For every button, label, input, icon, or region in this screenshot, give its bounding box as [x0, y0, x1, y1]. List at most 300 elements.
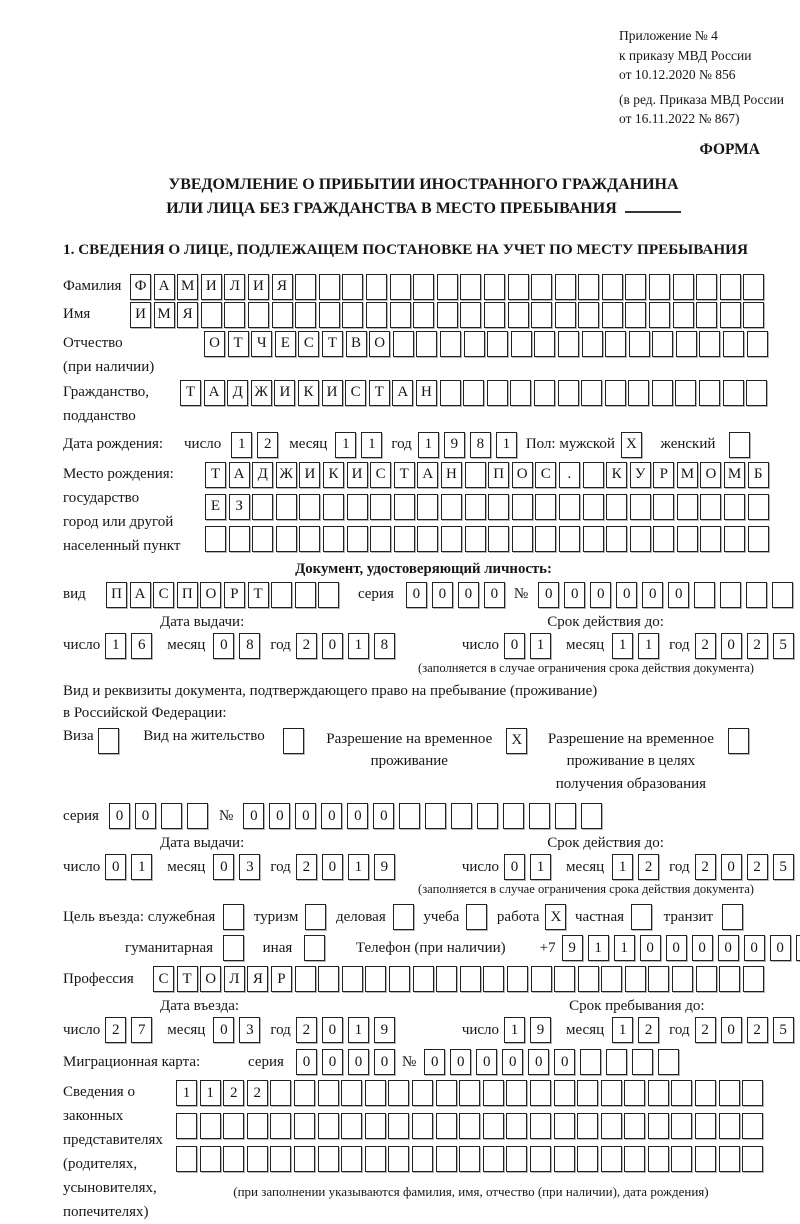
char-box[interactable] — [606, 526, 627, 552]
char-box[interactable] — [672, 966, 693, 992]
char-box[interactable] — [724, 526, 745, 552]
char-box[interactable] — [342, 274, 363, 300]
char-box[interactable] — [511, 331, 532, 357]
char-box[interactable] — [742, 1113, 763, 1139]
char-box[interactable] — [531, 302, 552, 328]
char-box[interactable] — [413, 274, 434, 300]
char-box[interactable] — [342, 966, 363, 992]
char-box[interactable] — [723, 380, 744, 406]
char-box[interactable] — [699, 331, 720, 357]
char-box[interactable] — [602, 274, 623, 300]
char-box[interactable] — [559, 494, 580, 520]
char-box[interactable]: 0 — [373, 803, 394, 829]
char-box[interactable]: Т — [205, 462, 226, 488]
char-box[interactable]: О — [200, 966, 221, 992]
residence-issue-month-boxes[interactable] — [213, 854, 265, 880]
char-box[interactable] — [341, 1113, 362, 1139]
char-box[interactable] — [652, 380, 673, 406]
char-box[interactable]: К — [323, 462, 344, 488]
char-box[interactable] — [673, 274, 694, 300]
char-box[interactable] — [389, 966, 410, 992]
legal-row3-boxes[interactable] — [176, 1146, 766, 1172]
purpose-study-checkbox[interactable] — [466, 904, 490, 930]
char-box[interactable] — [388, 1080, 409, 1106]
char-box[interactable]: 3 — [239, 1017, 260, 1043]
char-box[interactable]: 0 — [105, 854, 126, 880]
profession-boxes[interactable] — [153, 966, 766, 992]
char-box[interactable]: 0 — [538, 582, 559, 608]
char-box[interactable]: О — [200, 582, 221, 608]
char-box[interactable] — [318, 1080, 339, 1106]
char-box[interactable]: А — [154, 274, 175, 300]
char-box[interactable] — [488, 494, 509, 520]
char-box[interactable] — [248, 302, 269, 328]
char-box[interactable]: 7 — [131, 1017, 152, 1043]
residence-number-boxes[interactable] — [243, 803, 607, 829]
char-box[interactable]: Е — [205, 494, 226, 520]
char-box[interactable] — [223, 1146, 244, 1172]
char-box[interactable] — [318, 1113, 339, 1139]
char-box[interactable] — [535, 494, 556, 520]
char-box[interactable]: 1 — [530, 633, 551, 659]
char-box[interactable] — [772, 582, 793, 608]
char-box[interactable]: Я — [272, 274, 293, 300]
doc-type-boxes[interactable] — [106, 582, 342, 608]
char-box[interactable]: К — [298, 380, 319, 406]
char-box[interactable] — [295, 966, 316, 992]
char-box[interactable] — [366, 302, 387, 328]
char-box[interactable]: 0 — [109, 803, 130, 829]
char-box[interactable]: 2 — [296, 633, 317, 659]
char-box[interactable]: Б — [748, 462, 769, 488]
char-box[interactable] — [648, 966, 669, 992]
char-box[interactable] — [625, 274, 646, 300]
char-box[interactable]: Л — [224, 274, 245, 300]
char-box[interactable]: 0 — [564, 582, 585, 608]
char-box[interactable]: 0 — [502, 1049, 523, 1075]
char-box[interactable]: 0 — [668, 582, 689, 608]
char-box[interactable] — [583, 462, 604, 488]
citizenship-boxes[interactable] — [180, 380, 770, 406]
char-box[interactable] — [601, 966, 622, 992]
char-box[interactable] — [658, 1049, 679, 1075]
stay-month-boxes[interactable] — [612, 1017, 664, 1043]
char-box[interactable] — [529, 803, 550, 829]
char-box[interactable] — [508, 274, 529, 300]
char-box[interactable] — [460, 274, 481, 300]
char-box[interactable] — [747, 331, 768, 357]
char-box[interactable] — [270, 1080, 291, 1106]
char-box[interactable]: 0 — [616, 582, 637, 608]
entry-year-boxes[interactable] — [296, 1017, 400, 1043]
char-box[interactable]: 0 — [718, 935, 739, 961]
char-box[interactable] — [555, 274, 576, 300]
char-box[interactable] — [530, 1080, 551, 1106]
char-box[interactable]: X — [621, 432, 642, 458]
char-box[interactable] — [695, 1146, 716, 1172]
visa-checkbox[interactable] — [98, 728, 122, 754]
char-box[interactable] — [436, 1146, 457, 1172]
char-box[interactable] — [605, 380, 626, 406]
char-box[interactable]: 5 — [773, 1017, 794, 1043]
passport-valid-year-boxes[interactable] — [695, 633, 799, 659]
char-box[interactable] — [534, 380, 555, 406]
char-box[interactable]: Д — [227, 380, 248, 406]
char-box[interactable] — [223, 935, 244, 961]
char-box[interactable]: 1 — [614, 935, 635, 961]
char-box[interactable]: 0 — [296, 1049, 317, 1075]
char-box[interactable] — [318, 582, 339, 608]
char-box[interactable] — [648, 1113, 669, 1139]
char-box[interactable] — [440, 380, 461, 406]
char-box[interactable]: С — [153, 582, 174, 608]
char-box[interactable] — [412, 1113, 433, 1139]
char-box[interactable] — [719, 1113, 740, 1139]
passport-issue-month-boxes[interactable] — [213, 633, 265, 659]
char-box[interactable] — [699, 380, 720, 406]
char-box[interactable]: 0 — [450, 1049, 471, 1075]
migration-number-boxes[interactable] — [424, 1049, 684, 1075]
char-box[interactable]: М — [154, 302, 175, 328]
char-box[interactable] — [630, 526, 651, 552]
char-box[interactable] — [630, 494, 651, 520]
char-box[interactable]: 1 — [348, 1017, 369, 1043]
passport-valid-month-boxes[interactable] — [612, 633, 664, 659]
char-box[interactable]: А — [204, 380, 225, 406]
char-box[interactable] — [417, 526, 438, 552]
stay-day-boxes[interactable] — [504, 1017, 556, 1043]
char-box[interactable]: 1 — [612, 854, 633, 880]
char-box[interactable] — [347, 494, 368, 520]
char-box[interactable] — [508, 302, 529, 328]
passport-issue-day-boxes[interactable] — [105, 633, 157, 659]
char-box[interactable]: 0 — [721, 633, 742, 659]
char-box[interactable] — [425, 803, 446, 829]
char-box[interactable]: 2 — [747, 633, 768, 659]
char-box[interactable] — [648, 1080, 669, 1106]
char-box[interactable] — [341, 1080, 362, 1106]
char-box[interactable]: Т — [228, 331, 249, 357]
char-box[interactable]: Я — [177, 302, 198, 328]
char-box[interactable] — [554, 1146, 575, 1172]
char-box[interactable] — [487, 331, 508, 357]
char-box[interactable] — [531, 966, 552, 992]
purpose-business-checkbox[interactable] — [393, 904, 417, 930]
char-box[interactable] — [558, 331, 579, 357]
char-box[interactable] — [695, 1113, 716, 1139]
char-box[interactable] — [671, 1146, 692, 1172]
sex-male-checkbox[interactable] — [621, 432, 645, 458]
char-box[interactable]: Л — [224, 966, 245, 992]
char-box[interactable] — [743, 302, 764, 328]
char-box[interactable]: Т — [177, 966, 198, 992]
char-box[interactable] — [632, 1049, 653, 1075]
char-box[interactable] — [554, 1080, 575, 1106]
char-box[interactable] — [247, 1113, 268, 1139]
stay-year-boxes[interactable] — [695, 1017, 799, 1043]
char-box[interactable] — [601, 1146, 622, 1172]
char-box[interactable]: 0 — [504, 633, 525, 659]
char-box[interactable] — [512, 526, 533, 552]
char-box[interactable]: 9 — [444, 432, 465, 458]
char-box[interactable] — [229, 526, 250, 552]
char-box[interactable]: Т — [322, 331, 343, 357]
char-box[interactable]: К — [606, 462, 627, 488]
entry-day-boxes[interactable] — [105, 1017, 157, 1043]
char-box[interactable] — [483, 1146, 504, 1172]
char-box[interactable] — [700, 494, 721, 520]
char-box[interactable]: 2 — [638, 1017, 659, 1043]
char-box[interactable] — [342, 302, 363, 328]
char-box[interactable]: 0 — [213, 633, 234, 659]
char-box[interactable]: М — [677, 462, 698, 488]
char-box[interactable] — [581, 380, 602, 406]
char-box[interactable] — [677, 494, 698, 520]
char-box[interactable] — [487, 380, 508, 406]
char-box[interactable] — [451, 803, 472, 829]
char-box[interactable]: 0 — [476, 1049, 497, 1075]
char-box[interactable] — [304, 935, 325, 961]
char-box[interactable]: 0 — [269, 803, 290, 829]
char-box[interactable] — [483, 1113, 504, 1139]
char-box[interactable]: X — [506, 728, 527, 754]
char-box[interactable] — [323, 526, 344, 552]
char-box[interactable] — [653, 494, 674, 520]
char-box[interactable] — [580, 1049, 601, 1075]
char-box[interactable] — [295, 582, 316, 608]
char-box[interactable] — [506, 1146, 527, 1172]
char-box[interactable] — [98, 728, 119, 754]
char-box[interactable] — [695, 1080, 716, 1106]
char-box[interactable]: Е — [275, 331, 296, 357]
char-box[interactable]: 1 — [504, 1017, 525, 1043]
char-box[interactable] — [388, 1113, 409, 1139]
char-box[interactable]: 3 — [239, 854, 260, 880]
char-box[interactable] — [629, 331, 650, 357]
char-box[interactable] — [436, 966, 457, 992]
char-box[interactable]: Ч — [251, 331, 272, 357]
char-box[interactable] — [582, 331, 603, 357]
char-box[interactable] — [366, 274, 387, 300]
residence-valid-year-boxes[interactable] — [695, 854, 799, 880]
char-box[interactable] — [465, 526, 486, 552]
char-box[interactable] — [200, 1146, 221, 1172]
char-box[interactable] — [535, 526, 556, 552]
char-box[interactable]: О — [369, 331, 390, 357]
char-box[interactable] — [673, 302, 694, 328]
char-box[interactable] — [512, 494, 533, 520]
char-box[interactable]: 0 — [347, 803, 368, 829]
char-box[interactable]: 0 — [295, 803, 316, 829]
char-box[interactable] — [393, 904, 414, 930]
char-box[interactable] — [437, 274, 458, 300]
char-box[interactable] — [483, 966, 504, 992]
char-box[interactable] — [294, 1080, 315, 1106]
char-box[interactable]: 1 — [418, 432, 439, 458]
char-box[interactable] — [503, 803, 524, 829]
char-box[interactable]: 0 — [590, 582, 611, 608]
char-box[interactable]: Я — [247, 966, 268, 992]
phone-boxes[interactable] — [562, 935, 800, 961]
char-box[interactable]: 0 — [322, 1049, 343, 1075]
char-box[interactable] — [463, 380, 484, 406]
char-box[interactable] — [161, 803, 182, 829]
char-box[interactable]: 8 — [239, 633, 260, 659]
birthplace-row1-boxes[interactable] — [205, 462, 771, 488]
char-box[interactable]: М — [724, 462, 745, 488]
char-box[interactable]: Р — [653, 462, 674, 488]
char-box[interactable] — [510, 380, 531, 406]
char-box[interactable]: 0 — [744, 935, 765, 961]
char-box[interactable]: 1 — [176, 1080, 197, 1106]
char-box[interactable] — [394, 494, 415, 520]
doc-series-boxes[interactable] — [406, 582, 510, 608]
char-box[interactable] — [460, 966, 481, 992]
char-box[interactable] — [413, 966, 434, 992]
char-box[interactable]: X — [545, 904, 566, 930]
char-box[interactable]: 2 — [105, 1017, 126, 1043]
purpose-private-checkbox[interactable] — [631, 904, 655, 930]
char-box[interactable] — [577, 1080, 598, 1106]
char-box[interactable] — [719, 1146, 740, 1172]
char-box[interactable]: 0 — [432, 582, 453, 608]
purpose-tourism-checkbox[interactable] — [305, 904, 329, 930]
char-box[interactable] — [652, 331, 673, 357]
char-box[interactable]: 2 — [296, 854, 317, 880]
residence-valid-month-boxes[interactable] — [612, 854, 664, 880]
char-box[interactable] — [477, 803, 498, 829]
char-box[interactable]: 1 — [361, 432, 382, 458]
char-box[interactable] — [742, 1080, 763, 1106]
char-box[interactable] — [700, 526, 721, 552]
char-box[interactable] — [724, 494, 745, 520]
char-box[interactable] — [606, 1049, 627, 1075]
char-box[interactable]: И — [299, 462, 320, 488]
char-box[interactable] — [187, 803, 208, 829]
birthplace-row2-boxes[interactable] — [205, 494, 771, 520]
doc-number-boxes[interactable] — [538, 582, 798, 608]
char-box[interactable] — [649, 274, 670, 300]
residence-issue-day-boxes[interactable] — [105, 854, 157, 880]
char-box[interactable] — [653, 526, 674, 552]
char-box[interactable]: 1 — [496, 432, 517, 458]
purpose-transit-checkbox[interactable] — [722, 904, 746, 930]
char-box[interactable]: С — [153, 966, 174, 992]
char-box[interactable] — [459, 1113, 480, 1139]
char-box[interactable]: И — [322, 380, 343, 406]
char-box[interactable]: 0 — [406, 582, 427, 608]
char-box[interactable] — [559, 526, 580, 552]
char-box[interactable]: Р — [224, 582, 245, 608]
char-box[interactable] — [299, 494, 320, 520]
char-box[interactable] — [465, 462, 486, 488]
char-box[interactable]: 1 — [530, 854, 551, 880]
passport-issue-year-boxes[interactable] — [296, 633, 400, 659]
char-box[interactable] — [294, 1113, 315, 1139]
char-box[interactable] — [394, 526, 415, 552]
char-box[interactable] — [534, 331, 555, 357]
char-box[interactable] — [466, 904, 487, 930]
passport-valid-day-boxes[interactable] — [504, 633, 556, 659]
char-box[interactable]: Н — [416, 380, 437, 406]
surname-boxes[interactable] — [130, 274, 767, 300]
purpose-official-checkbox[interactable] — [223, 904, 247, 930]
char-box[interactable] — [671, 1113, 692, 1139]
char-box[interactable] — [748, 526, 769, 552]
char-box[interactable] — [465, 494, 486, 520]
char-box[interactable] — [743, 274, 764, 300]
char-box[interactable]: 2 — [695, 1017, 716, 1043]
char-box[interactable]: 0 — [322, 1017, 343, 1043]
char-box[interactable] — [440, 331, 461, 357]
char-box[interactable] — [484, 274, 505, 300]
char-box[interactable]: Ж — [276, 462, 297, 488]
char-box[interactable] — [719, 966, 740, 992]
char-box[interactable] — [649, 302, 670, 328]
char-box[interactable] — [323, 494, 344, 520]
char-box[interactable]: Т — [369, 380, 390, 406]
char-box[interactable] — [176, 1146, 197, 1172]
char-box[interactable] — [605, 331, 626, 357]
char-box[interactable] — [577, 1113, 598, 1139]
char-box[interactable]: И — [347, 462, 368, 488]
char-box[interactable] — [318, 966, 339, 992]
char-box[interactable] — [624, 1113, 645, 1139]
purpose-other-checkbox[interactable] — [304, 935, 328, 961]
char-box[interactable] — [723, 331, 744, 357]
char-box[interactable] — [299, 526, 320, 552]
birth-year-boxes[interactable] — [418, 432, 522, 458]
char-box[interactable] — [200, 1113, 221, 1139]
char-box[interactable]: 9 — [374, 1017, 395, 1043]
char-box[interactable]: 1 — [638, 633, 659, 659]
char-box[interactable] — [694, 582, 715, 608]
char-box[interactable]: 1 — [612, 633, 633, 659]
char-box[interactable]: У — [630, 462, 651, 488]
char-box[interactable] — [720, 582, 741, 608]
char-box[interactable] — [555, 302, 576, 328]
char-box[interactable]: И — [248, 274, 269, 300]
sex-female-checkbox[interactable] — [729, 432, 753, 458]
char-box[interactable] — [624, 1080, 645, 1106]
rvp-checkbox[interactable] — [506, 728, 530, 754]
char-box[interactable]: 2 — [638, 854, 659, 880]
char-box[interactable]: З — [229, 494, 250, 520]
char-box[interactable] — [270, 1113, 291, 1139]
char-box[interactable] — [728, 728, 749, 754]
char-box[interactable]: О — [700, 462, 721, 488]
char-box[interactable]: 1 — [348, 854, 369, 880]
char-box[interactable] — [507, 966, 528, 992]
char-box[interactable]: 1 — [105, 633, 126, 659]
residence-permit-checkbox[interactable] — [283, 728, 307, 754]
char-box[interactable]: С — [370, 462, 391, 488]
char-box[interactable] — [390, 302, 411, 328]
char-box[interactable] — [628, 380, 649, 406]
char-box[interactable] — [530, 1113, 551, 1139]
char-box[interactable] — [276, 494, 297, 520]
char-box[interactable] — [201, 302, 222, 328]
char-box[interactable]: 1 — [588, 935, 609, 961]
char-box[interactable]: 0 — [528, 1049, 549, 1075]
char-box[interactable] — [583, 526, 604, 552]
char-box[interactable]: Ж — [251, 380, 272, 406]
char-box[interactable]: А — [392, 380, 413, 406]
char-box[interactable] — [441, 526, 462, 552]
char-box[interactable] — [437, 302, 458, 328]
migration-series-boxes[interactable] — [296, 1049, 400, 1075]
char-box[interactable]: 1 — [348, 633, 369, 659]
